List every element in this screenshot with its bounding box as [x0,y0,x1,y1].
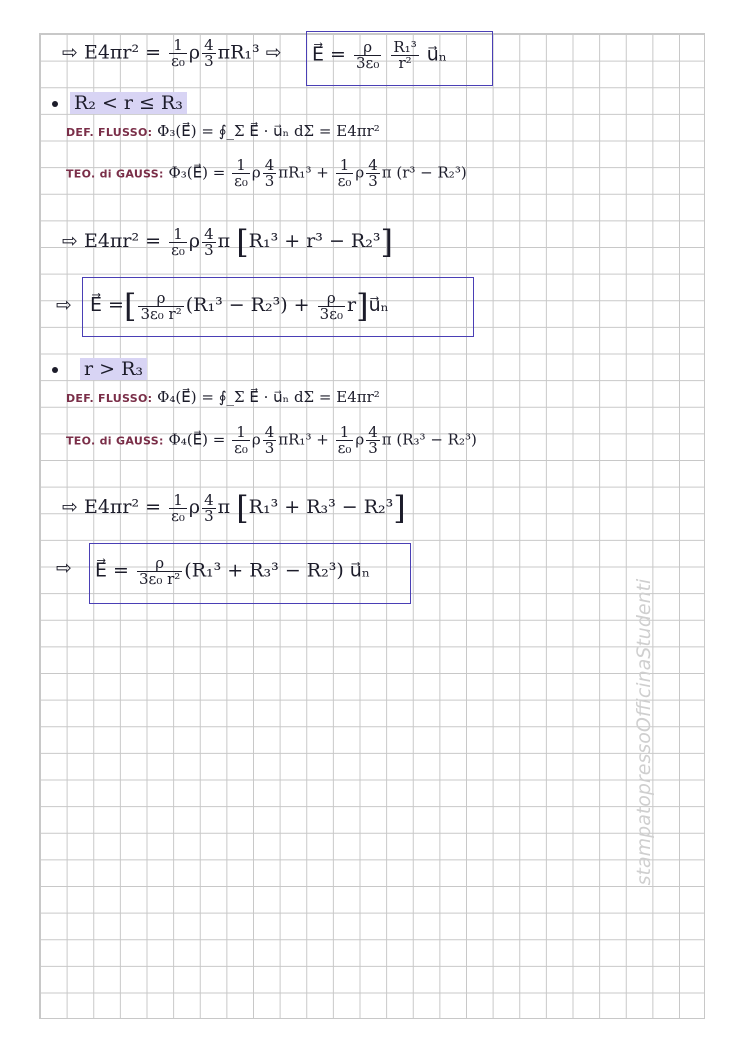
implies-arrow-icon: ⇨ [265,41,282,64]
gauss-theorem: TEO. di GAUSS: Φ₄(E⃗) = $\frac{1}{\text{ε₀}}$ ρ $\frac{4}{3}$ πR₁³ + $\frac{1}{\text{ε₀}}$ ρ $\frac{4}{3}$ π (R₃³ − R₂³) [66,423,477,457]
fraction: $\frac{4}{3}$ [204,36,214,70]
bullet [52,101,58,107]
implies-arrow-icon: ⇨ [62,230,78,252]
fraction: $\frac{1}{\text{ε₀}}$ [171,36,185,70]
boxed-result-1: E⃗ = $\frac{\rho}{\text{3ε₀}}$ $\frac{\text{R₁³}}{\text{r²}}$ u⃗ₙ [312,38,448,72]
equation-line-1: ⇨ E4πr² = $\frac{1}{\text{ε₀}}$ ρ $\frac{4}{3}$ πR₁³ ⇨ [62,36,282,70]
section-heading: r > R₃ [80,360,147,379]
boxed-result-2: E⃗ =[ $\frac{\rho}{\text{3ε₀ r²}}$ (R₁³ − R₂³) + $\frac{\rho}{\text{3ε₀}}$ r]u⃗ₙ [90,287,389,325]
implies-arrow-icon: ⇨ [56,294,72,316]
bullet [52,367,58,373]
flux-definition: DEF. FLUSSO: Φ₃(E⃗) = ∮_Σ E⃗ · u⃗ₙ dΣ = E4πr² [66,122,380,140]
gauss-theorem: TEO. di GAUSS: Φ₃(E⃗) = $\frac{1}{\text{ε₀}}$ ρ $\frac{4}{3}$ πR₁³ + $\frac{1}{\text{ε₀}}$ ρ $\frac{4}{3}$ π (r³ − R₂³) [66,156,467,190]
boxed-result-3: E⃗ = $\frac{\rho}{\text{3ε₀ r²}}$ (R₁³ + R₃³ − R₂³) u⃗ₙ [95,554,371,588]
watermark: stampatopressoOfficinaStudenti [633,578,655,886]
implies-arrow-icon: ⇨ [62,496,78,518]
section-heading: R₂ < r ≤ R₃ [70,94,187,113]
flux-definition: DEF. FLUSSO: Φ₄(E⃗) = ∮_Σ E⃗ · u⃗ₙ dΣ = E4πr² [66,388,380,406]
equation-line-3: ⇨ E4πr² = $\frac{1}{\text{ε₀}}$ ρ $\frac{4}{3}$ π [R₁³ + R₃³ − R₂³] [62,489,406,527]
implies-arrow-icon: ⇨ [62,41,78,64]
implies-arrow-icon: ⇨ [56,557,72,579]
equation-line-2: ⇨ E4πr² = $\frac{1}{\text{ε₀}}$ ρ $\frac{4}{3}$ π [R₁³ + r³ − R₂³] [62,223,393,261]
